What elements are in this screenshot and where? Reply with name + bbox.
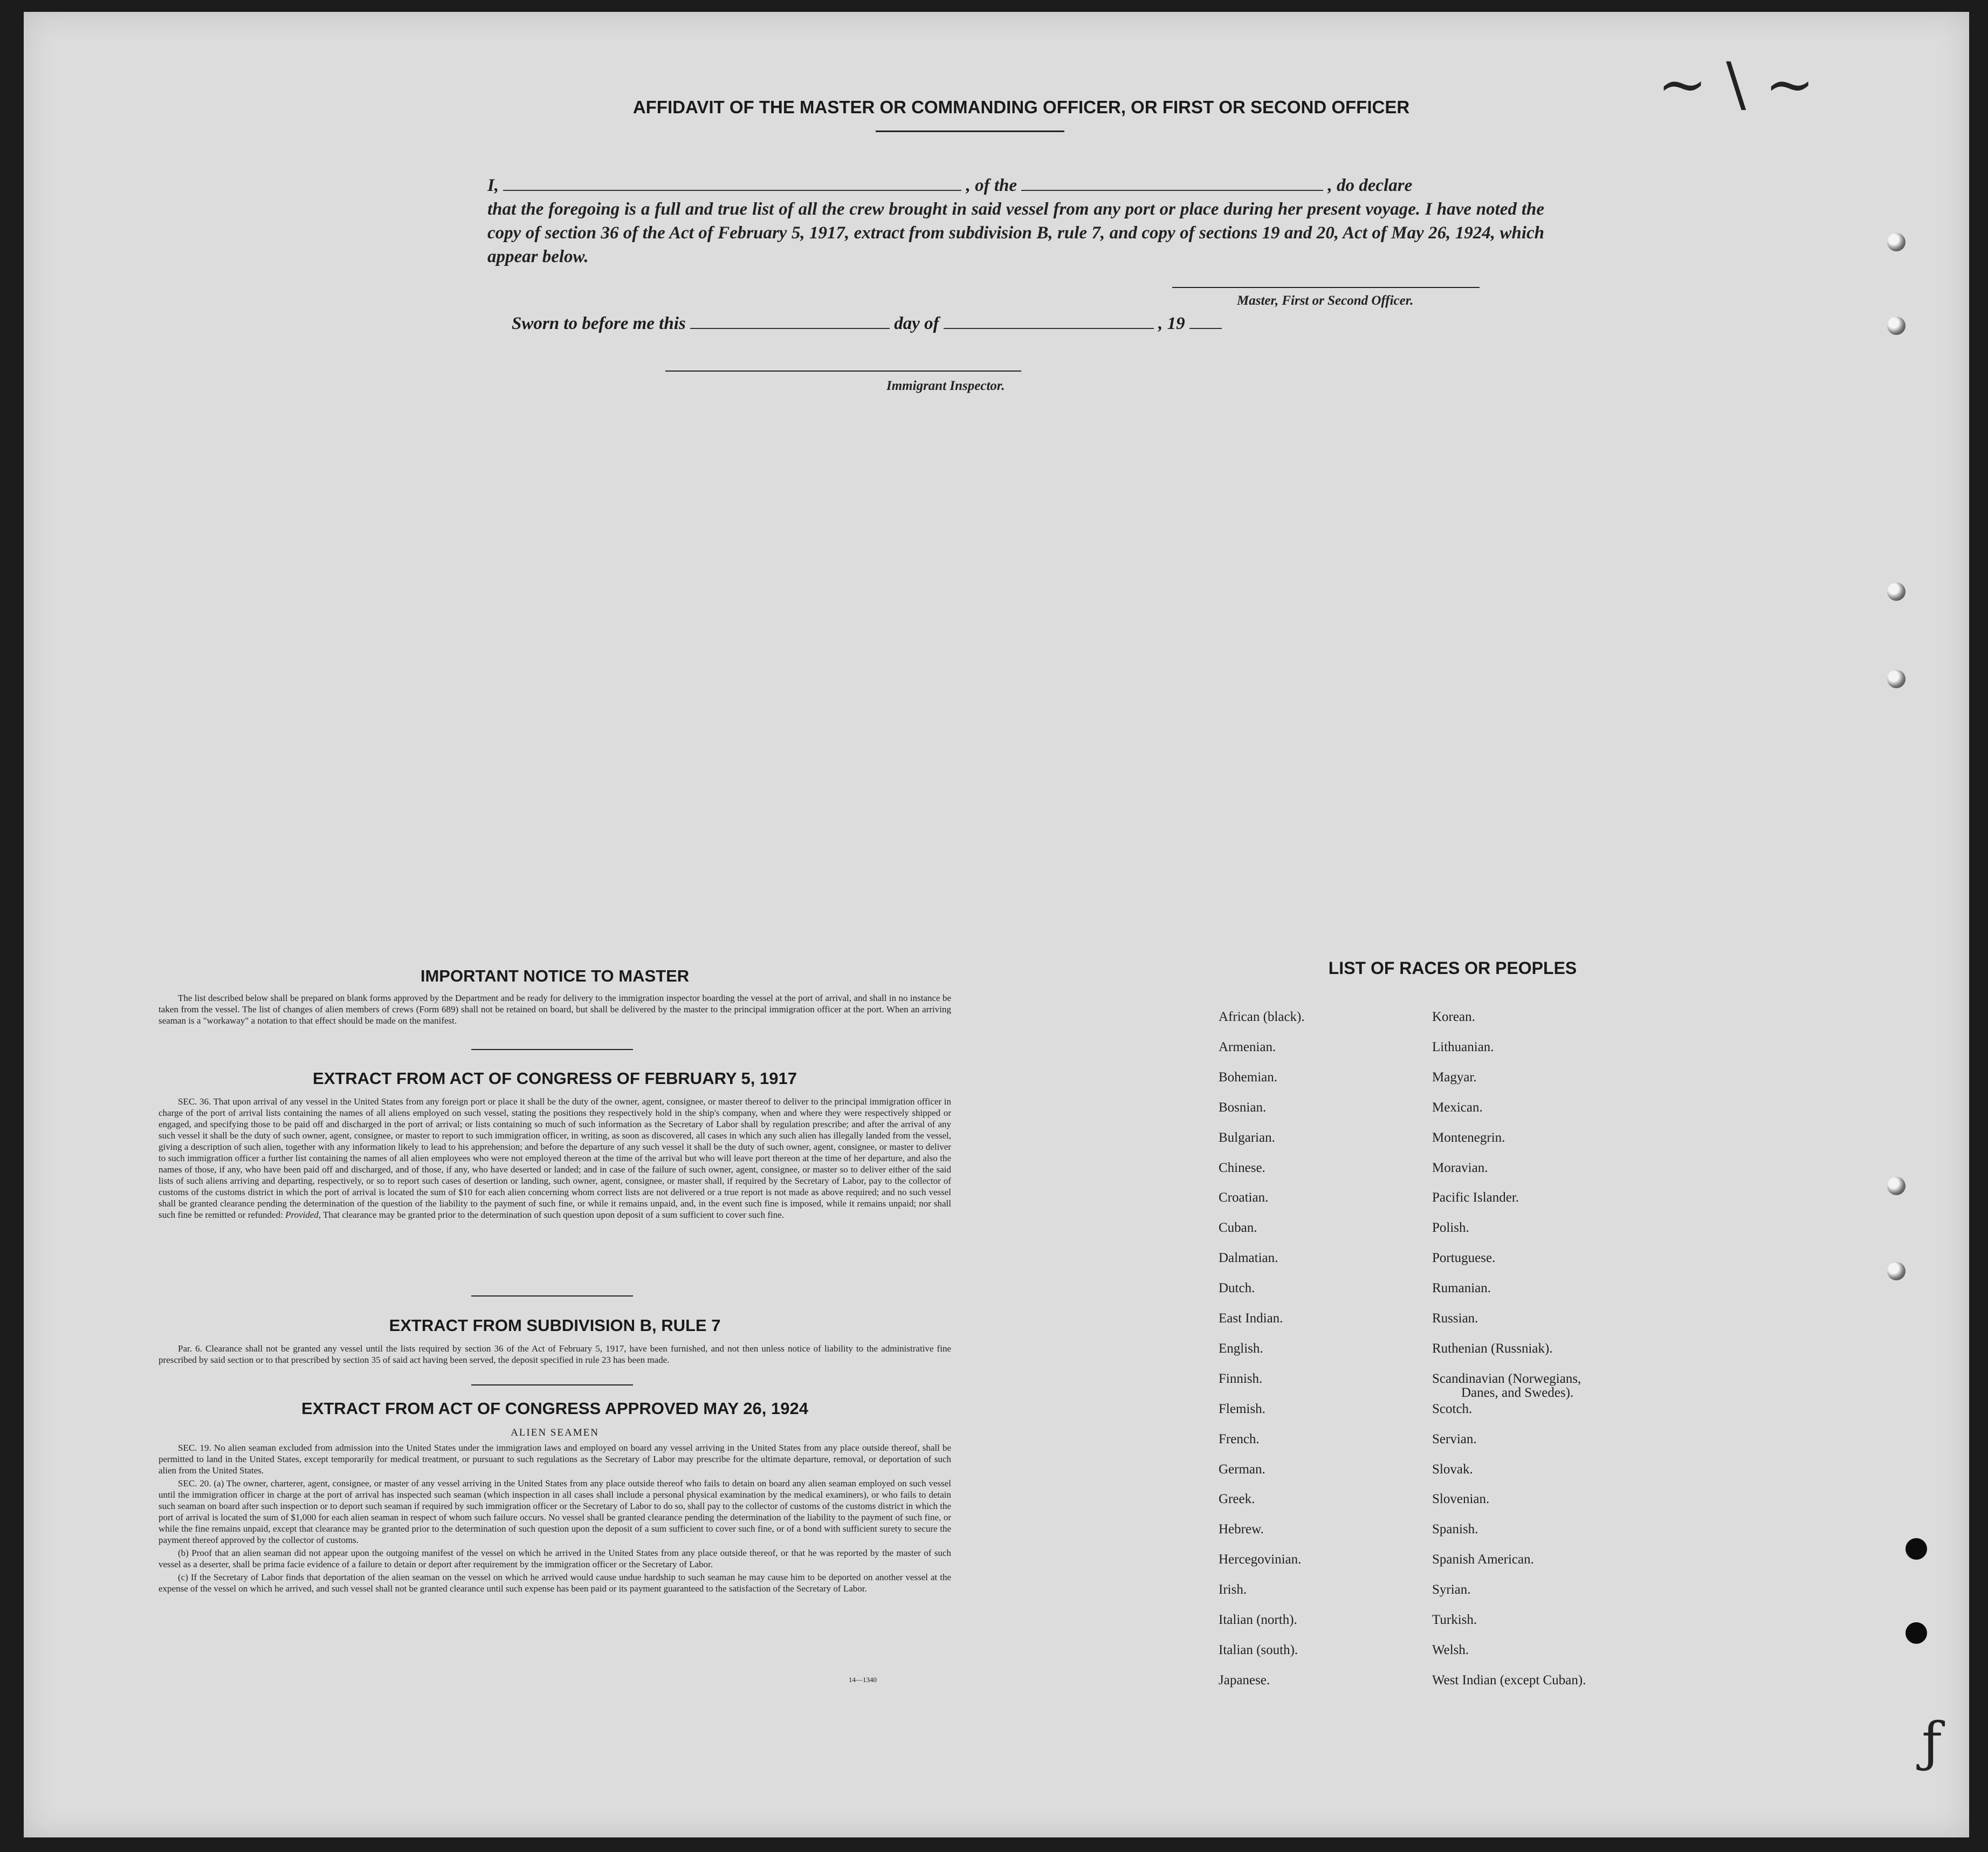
rule7-text: Par. 6. Clearance shall not be granted any vessel until the lists required by section 36 of the Act of February 5, 1917, have been furnished, and not then unless notice of liability to the administrative fine prescribed by said section or to that prescribed by section 35 of said act having been served, the deposit specified in rule 23 has been made. [159,1343,951,1365]
race-item: Spanish American. [1432,1552,1534,1567]
sec20b-text: (b) Proof that an alien seaman did not appear upon the outgoing manifest of the vessel on which he arrived in the United States from any place outside thereof, or that he was reported by the master of such vessel as a deserter, shall be prima facie evidence of a failure to detain or deport after requirement by the immigration officer or the Secretary of Labor. [159,1548,951,1569]
extract-1917-title: EXTRACT FROM ACT OF CONGRESS OF FEBRUARY 5, 1917 [313,1069,797,1088]
punch-hole [1887,582,1906,601]
race-item-continuation: Danes, and Swedes). [1461,1385,1574,1400]
race-item: Italian (south). [1219,1643,1298,1657]
race-item: Montenegrin. [1432,1130,1505,1145]
year-blank [1189,328,1222,329]
race-item: Magyar. [1432,1070,1477,1085]
race-item: Bosnian. [1219,1100,1267,1115]
race-item: Scandinavian (Norwegians, [1432,1371,1581,1386]
punch-hole [1887,1177,1906,1195]
race-item: Japanese. [1219,1673,1270,1688]
race-item: Dalmatian. [1219,1251,1278,1265]
race-item: Russian. [1432,1311,1478,1326]
rule7-title: EXTRACT FROM SUBDIVISION B, RULE 7 [389,1316,721,1335]
extract-1917-provided: Provided, [285,1210,321,1220]
race-item: German. [1219,1462,1265,1477]
race-item: Spanish. [1432,1522,1478,1537]
race-item: Bohemian. [1219,1070,1278,1085]
sec20a-text: SEC. 20. (a) The owner, charterer, agent, consignee, or master of any vessel arriving in the United States from any place outside thereof who fails to detain on board any alien seaman employed on such vessel until the immigration officer in charge at the port of arrival has inspected such seaman (which inspection in all cases shall include a personal physical examination by the medical examiners), or who fails to detain such seaman on board after such inspection or to deport such seaman if required by such immigration officer or the Secretary of Labor to do so, shall pay to the collector of customs of the customs district in which the port of arrival is located the sum of $1,000 for each alien seaman in respect of whom such failure occurs. No vessel shall be granted clearance pending the determination of the liability to the payment of such fine, or while the fine remains unpaid, except that clearance may be granted prior to the determination of such question upon the deposit of a sum sufficient to cover such fine, or of a bond with sufficient surety to secure the payment thereof approved by the collector of customs. [159,1478,951,1545]
handwritten-mark-top: ~ \ ~ [1657,50,1815,119]
race-item: Rumanian. [1432,1281,1491,1295]
punch-hole [1906,1622,1927,1644]
race-item: Hebrew. [1219,1522,1264,1537]
sworn-month-blank [944,328,1154,329]
race-item: Italian (north). [1219,1613,1297,1627]
sworn-text: Sworn to before me this [512,314,686,333]
inspector-label: Immigrant Inspector. [886,379,1005,393]
sworn-day-blank [690,328,890,329]
signature-line [1172,287,1480,288]
extract-1924-title: EXTRACT FROM ACT OF CONGRESS APPROVED MAY 26, 1924 [301,1399,808,1418]
race-item: Scotch. [1432,1402,1473,1416]
year-text: , 19 [1158,314,1185,333]
affidavit-title: AFFIDAVIT OF THE MASTER OR COMMANDING OFFICER, OR FIRST OR SECOND OFFICER [632,97,1410,117]
sworn-line [512,314,1222,334]
extract-1924-body [159,1442,951,1596]
race-item: Pacific Islander. [1432,1190,1519,1205]
race-item: African (black). [1219,1010,1305,1024]
affidavit-statement: that the foregoing is a full and true list of all the crew brought in said vessel from any port or place during her present voyage. I have noted the copy of section 36 of the Act of February 5, 1917, extract from subdivision B, rule 7, and copy of sections 19 and 20, Act of May 26, 1924, which appear below. [487,200,1544,266]
race-item: Syrian. [1432,1582,1471,1597]
notice-text: The list described below shall be prepared on blank forms approved by the Department and be ready for delivery to the immigration inspector boarding the vessel at the port of arrival, and shall in no instance be taken from the vessel. The list of changes of alien members of crews (Form 689) shall not be retained on board, but shall be delivered by the master to the principal immigration officer at the port. When an arriving seaman is a "workaway" a notation to that effect should be made on the manifest. [159,993,951,1026]
title-rule [876,131,1064,132]
race-item: Chinese. [1219,1161,1265,1175]
race-item: Turkish. [1432,1613,1477,1627]
affidavit-body [487,174,1544,269]
extract-1917-body [159,1096,951,1222]
extract-1917-text-end: That clearance may be granted prior to the determination of such question upon deposit of a sum sufficient to cover such fine. [322,1210,785,1220]
signature-label: Master, First or Second Officer. [1237,293,1414,308]
race-item: Cuban. [1219,1220,1257,1235]
form-number: 14—1340 [849,1676,877,1684]
race-item: Bulgarian. [1219,1130,1275,1145]
affidavit-i: I, [487,176,499,195]
inspector-line [665,371,1021,372]
punch-hole [1887,670,1906,688]
day-of-text: day of [894,314,939,333]
race-item: Hercegovinian. [1219,1552,1302,1567]
race-item: Portuguese. [1432,1251,1496,1265]
race-item: English. [1219,1341,1263,1356]
extract-1917-text: SEC. 36. That upon arrival of any vessel in the United States from any foreign port or place it shall be the duty of the owner, agent, consignee, or master thereof to deliver to the principal immigration officer in charge of the port of arrival lists containing the names of all aliens employed on such vessel, stating the positions they respectively hold in the ship's company, when and where they were respectively shipped or engaged, and specifying those to be paid off and discharged in the port of arrival; or lists containing so much of such information as the Secretary of Labor shall by regulation prescribe; and after the arrival of any such vessel it shall be the duty of such owner, agent, consignee, or master to report to such immigration officer, in writing, as soon as discovered, all cases in which any such alien has illegally landed from the vessel, giving a description of such alien, together with any information likely to lead to his apprehension; and before the departure of any such vessel it shall be the duty of such owner, agent, consignee, or master to deliver to such immigration officer a further list containing the names of all alien employees who were not employed thereon at the time of the arrival but who will leave port thereon at the time of her departure, and also the names of those, if any, who have been paid off and discharged, and of those, if any, who have deserted or landed; and in case of the failure of such owner, agent, consignee, or master so to deliver either of the said lists of such aliens arriving and departing, respectively, or so to report such cases of desertion or landing, such owner, agent, consignee, or master shall, if required by the Secretary of Labor, pay to the collector of customs of the customs district in which the port of arrival is located the sum of $10 for each alien concerning whom correct lists are not delivered or a true report is not made as above required; and no such vessel shall be granted clearance pending the determination of the question of the liability to the payment of such fine, or while it remains unpaid, and, in the event such fine is imposed, while it remains unpaid; nor shall such fine be remitted or refunded: [159,1096,951,1220]
race-item: Irish. [1219,1582,1247,1597]
race-item: Armenian. [1219,1040,1276,1054]
race-item: Polish. [1432,1220,1469,1235]
section-rule [471,1384,633,1385]
document-page [24,12,1969,1837]
race-item: Servian. [1432,1432,1477,1446]
punch-hole [1887,1262,1906,1280]
race-item: Lithuanian. [1432,1040,1494,1054]
name-blank [503,190,961,191]
vessel-blank [1021,190,1323,191]
race-item: Ruthenian (Russniak). [1432,1341,1553,1356]
race-item: Slovak. [1432,1462,1473,1477]
race-item: French. [1219,1432,1260,1446]
sec20c-text: (c) If the Secretary of Labor finds that deportation of the alien seaman on the vessel on which he arrived would cause undue hardship to such seaman he may cause him to be deported on another vessel at the expense of the vessel on which he arrived, and such vessel shall not be granted clearance until such expense has been paid or its payment guaranteed to the satisfaction of the Secretary of Labor. [159,1572,951,1594]
handwritten-mark-bottom: ƒ [1922,1711,1942,1774]
race-item: Finnish. [1219,1371,1263,1386]
race-item: Dutch. [1219,1281,1255,1295]
notice-title: IMPORTANT NOTICE TO MASTER [420,966,690,985]
affidavit-of-the: , of the [966,176,1017,195]
punch-hole [1887,233,1906,251]
race-item: East Indian. [1219,1311,1283,1326]
race-item: West Indian (except Cuban). [1432,1673,1586,1688]
section-rule [471,1295,633,1297]
race-item: Moravian. [1432,1161,1488,1175]
rule7-body [159,1343,951,1367]
punch-hole [1887,317,1906,335]
punch-hole [1906,1538,1927,1560]
race-item: Welsh. [1432,1643,1469,1657]
sec19-text: SEC. 19. No alien seaman excluded from admission into the United States under the immigration laws and employed on board any vessel arriving in the United States from any place outside thereof, shall be permitted to land in the United States, except temporarily for medical treatment, or pursuant to such regulations as the Secretary of Labor may prescribe for the ultimate departure, removal, or deportation of such alien from the United States. [159,1443,951,1476]
section-rule [471,1049,633,1050]
notice-body [159,992,951,1028]
races-title: LIST OF RACES OR PEOPLES [1328,958,1577,978]
race-item: Croatian. [1219,1190,1269,1205]
race-item: Greek. [1219,1492,1255,1506]
race-item: Flemish. [1219,1402,1265,1416]
affidavit-declare: , do declare [1327,176,1413,195]
race-item: Mexican. [1432,1100,1483,1115]
race-item: Korean. [1432,1010,1475,1024]
race-item: Slovenian. [1432,1492,1490,1506]
extract-1924-subtitle: ALIEN SEAMEN [511,1427,599,1438]
